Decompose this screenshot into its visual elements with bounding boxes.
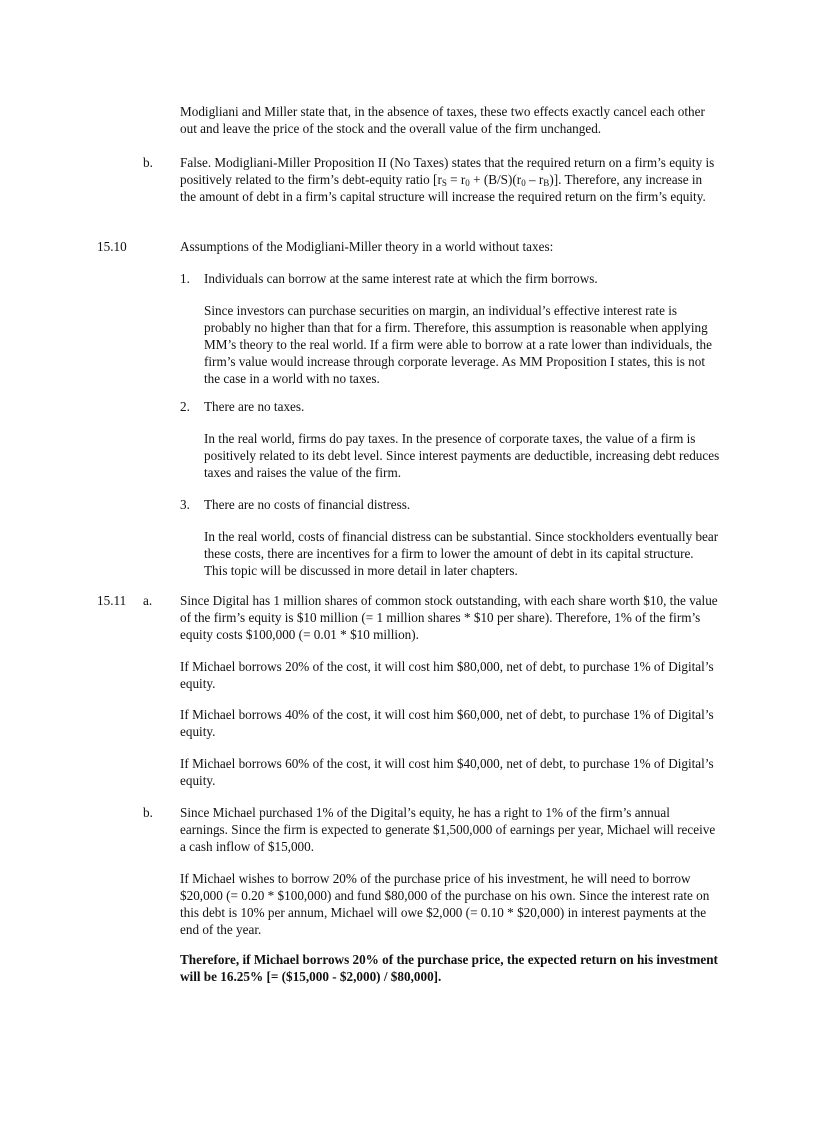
question-15-10-intro: Assumptions of the Modigliani-Miller theory in a world without taxes: — [180, 239, 554, 254]
part-b2-paragraph-1: Since Michael purchased 1% of the Digital’s equity, he has a right to 1% of the firm’s annual earnings. Since the firm is expected to generate $1,500,000 of earnings per year, Michael will receive a cash inflow of $15,000. — [180, 805, 716, 854]
assumption-2-body: In the real world, firms do pay taxes. In the presence of corporate taxes, the value of a firm is positively related to its debt level. Since interest payments are deductible, increasing debt reduces taxes and raises the value of the firm. — [204, 431, 720, 480]
part-b2-paragraph-2: If Michael wishes to borrow 20% of the purchase price of his investment, he will need to borrow $20,000 (= 0.20 * $100,000) and fund $80,000 of the purchase on his own. Since the interest rate on this debt is 10% per annum, Michael will owe $2,000 (= 0.10 * $20,000) in interest payments at the end of the year. — [180, 871, 710, 937]
part-b2-conclusion: Therefore, if Michael borrows 20% of the purchase price, the expected return on his investment will be 16.25% [= ($15,000 - $2,000) / $80,000]. — [180, 952, 718, 984]
part-b2-letter: b. — [143, 805, 153, 820]
part-a-paragraph-4: If Michael borrows 60% of the cost, it will cost him $40,000, net of debt, to purchase 1% of Digital’s equity. — [180, 756, 714, 788]
assumption-2-title: There are no taxes. — [204, 399, 305, 414]
assumption-3-number: 3. — [180, 497, 190, 512]
part-a-letter: a. — [143, 593, 153, 608]
part-a-paragraph-3: If Michael borrows 40% of the cost, it will cost him $60,000, net of debt, to purchase 1% of Digital’s equity. — [180, 707, 714, 739]
part-b-text: False. Modigliani-Miller Proposition II (No Taxes) states that the required return on a firm’s equity is positively related to the firm’s debt-equity ratio $[r_S = r_0 + (B/S)(r_0 - r_B)]$. Therefore, any increase in the amount of debt in a firm’s capital structure will increase the required return on the firm’s equity. — [180, 155, 715, 204]
assumption-1-body: Since investors can purchase securities on margin, an individual’s effective interest rate is probably no higher than that for a firm. Therefore, this assumption is reasonable when applying MM’s theory to the real world. If a firm were able to borrow at a rate lower than individuals, the firm’s value would increase through corporate leverage. As MM Proposition I states, this is not the case in a world with no taxes. — [204, 303, 712, 386]
assumption-3-title: There are no costs of financial distress. — [204, 497, 411, 512]
assumption-3-body: In the real world, costs of financial distress can be substantial. Since stockholders eventually bear these costs, there are incentives for a firm to lower the amount of debt in its capital structure. This topic will be discussed in more detail in later chapters. — [204, 529, 719, 578]
assumption-1-title: Individuals can borrow at the same interest rate at which the firm borrows. — [204, 271, 598, 286]
part-b-letter: b. — [143, 155, 153, 170]
question-number-15-11: 15.11 — [97, 593, 127, 608]
assumption-2-number: 2. — [180, 399, 190, 414]
part-a-paragraph-1: Since Digital has 1 million shares of common stock outstanding, with each share worth $10, the value of the firm’s equity is $10 million (= 1 million shares * $10 per share). Therefore, 1% of the firm’s equity costs $100,000 (= 0.01 * $10 million). — [180, 593, 718, 642]
part-a-paragraph-2: If Michael borrows 20% of the cost, it will cost him $80,000, net of debt, to purchase 1% of Digital’s equity. — [180, 659, 714, 691]
intro-paragraph: Modigliani and Miller state that, in the absence of taxes, these two effects exactly cancel each other out and leave the price of the stock and the overall value of the firm unchanged. — [180, 104, 705, 136]
question-number-15-10: 15.10 — [97, 239, 127, 254]
assumption-1-number: 1. — [180, 271, 190, 286]
